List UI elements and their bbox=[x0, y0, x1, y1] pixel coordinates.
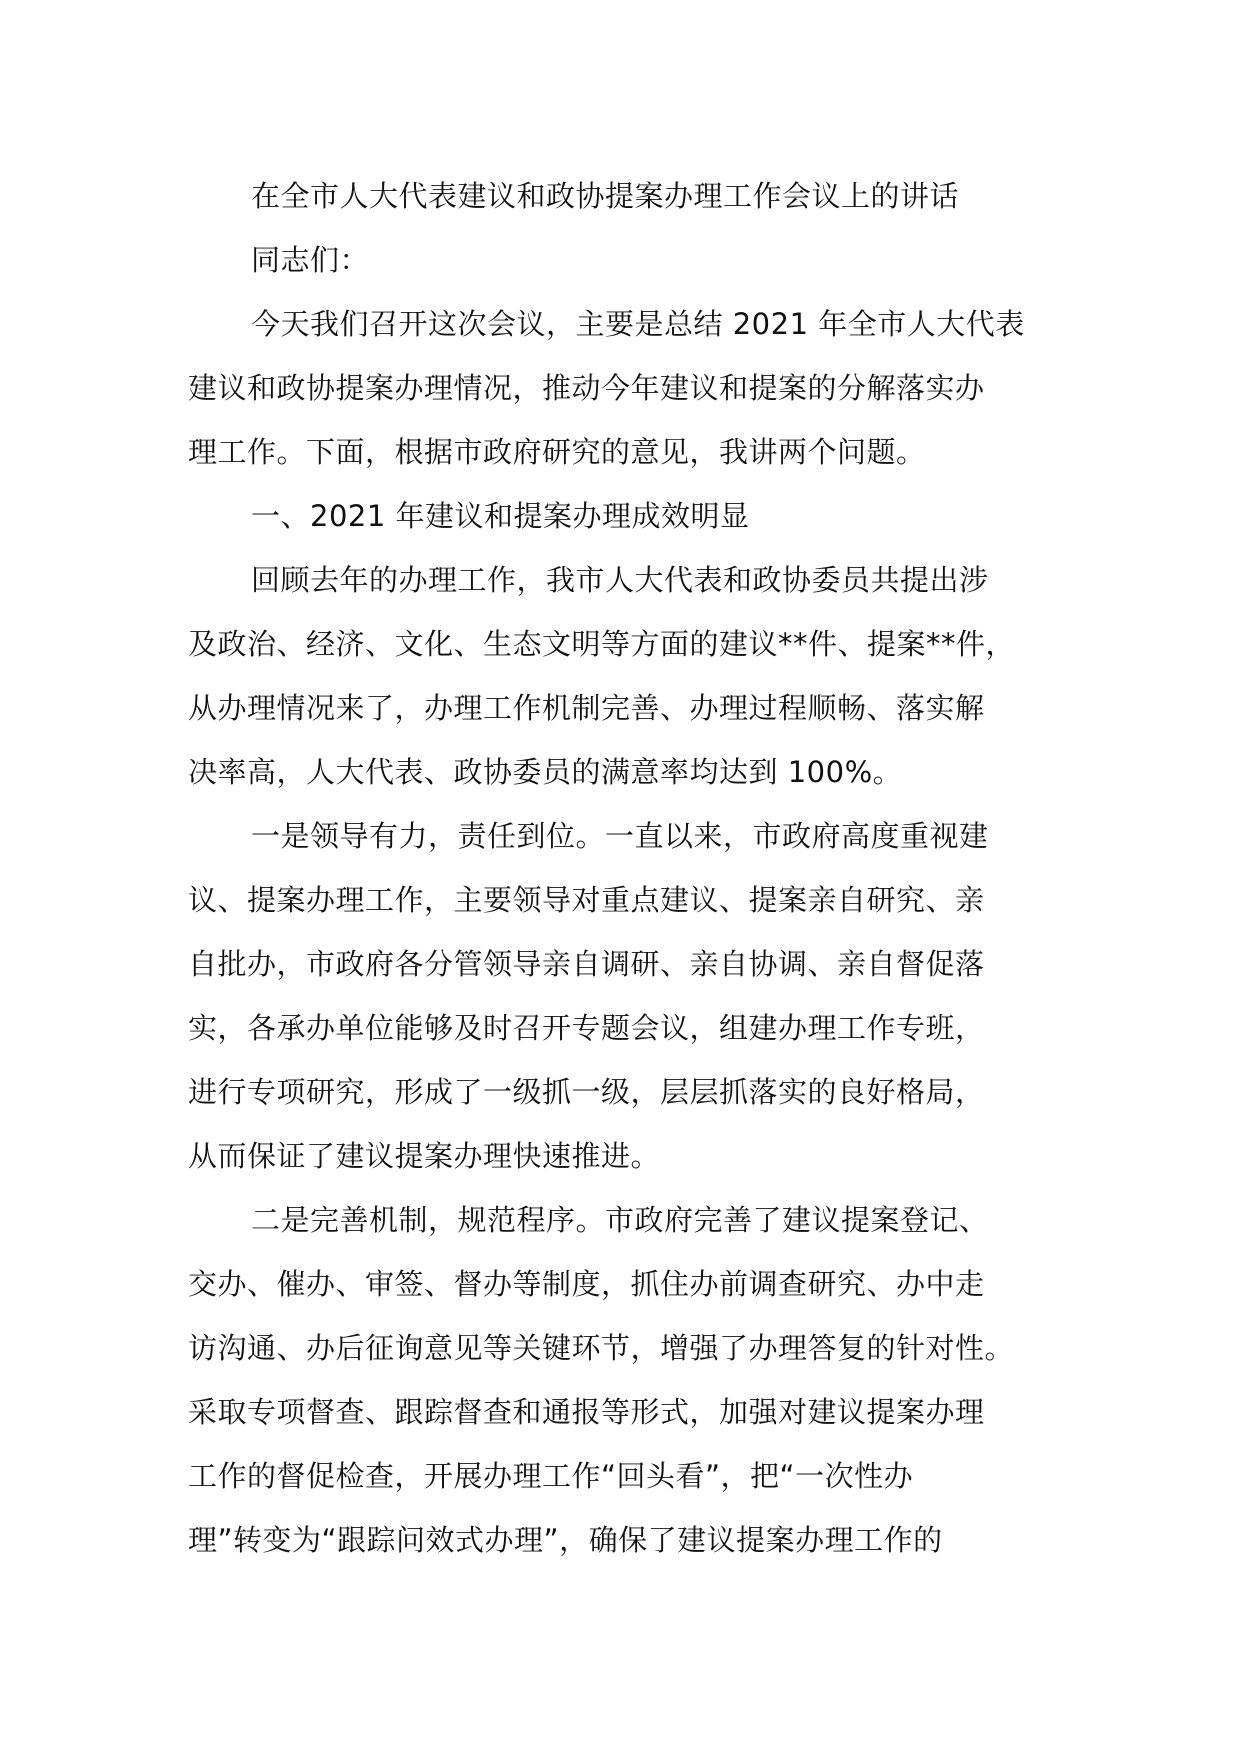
text-line: 决率高，人大代表、政协委员的满意率均达到 100%。 bbox=[188, 755, 903, 789]
text-line: 二是完善机制，规范程序。市政府完善了建议提案登记、 bbox=[251, 1203, 989, 1237]
text-line: 今天我们召开这次会议，主要是总结 2021 年全市人大代表 bbox=[251, 307, 1025, 341]
text-line: 理”转变为“跟踪问效式办理”，确保了建议提案办理工作的 bbox=[188, 1523, 943, 1557]
text-line: 建议和政协提案办理情况，推动今年建议和提案的分解落实办 bbox=[188, 371, 985, 405]
text-line: 自批办，市政府各分管领导亲自调研、亲自协调、亲自督促落 bbox=[188, 947, 985, 981]
text-line: 议、提案办理工作，主要领导对重点建议、提案亲自研究、亲 bbox=[188, 883, 985, 917]
text-line: 进行专项研究，形成了一级抓一级，层层抓落实的良好格局， bbox=[188, 1075, 985, 1109]
text-line: 及政治、经济、文化、生态文明等方面的建议**件、提案**件， bbox=[188, 627, 1016, 661]
text-line: 访沟通、办后征询意见等关键环节，增强了办理答复的针对性。 bbox=[188, 1331, 1015, 1365]
document-title: 在全市人大代表建议和政协提案办理工作会议上的讲话 bbox=[251, 179, 960, 213]
text-line: 工作的督促检查，开展办理工作“回头看”，把“一次性办 bbox=[188, 1459, 914, 1493]
text-line: 从办理情况来了，办理工作机制完善、办理过程顺畅、落实解 bbox=[188, 691, 985, 725]
text-line: 实，各承办单位能够及时召开专题会议，组建办理工作专班， bbox=[188, 1011, 985, 1045]
text-line: 回顾去年的办理工作，我市人大代表和政协委员共提出涉 bbox=[251, 563, 989, 597]
text-line: 采取专项督查、跟踪督查和通报等形式，加强对建议提案办理 bbox=[188, 1395, 985, 1429]
text-line: 理工作。下面，根据市政府研究的意见，我讲两个问题。 bbox=[188, 435, 926, 469]
section-heading: 一、2021 年建议和提案办理成效明显 bbox=[251, 499, 750, 533]
text-line: 交办、催办、审签、督办等制度，抓住办前调查研究、办中走 bbox=[188, 1267, 985, 1301]
text-line: 一是领导有力，责任到位。一直以来，市政府高度重视建 bbox=[251, 819, 989, 853]
text-line: 从而保证了建议提案办理快速推进。 bbox=[188, 1139, 661, 1173]
greeting: 同志们： bbox=[251, 243, 370, 277]
